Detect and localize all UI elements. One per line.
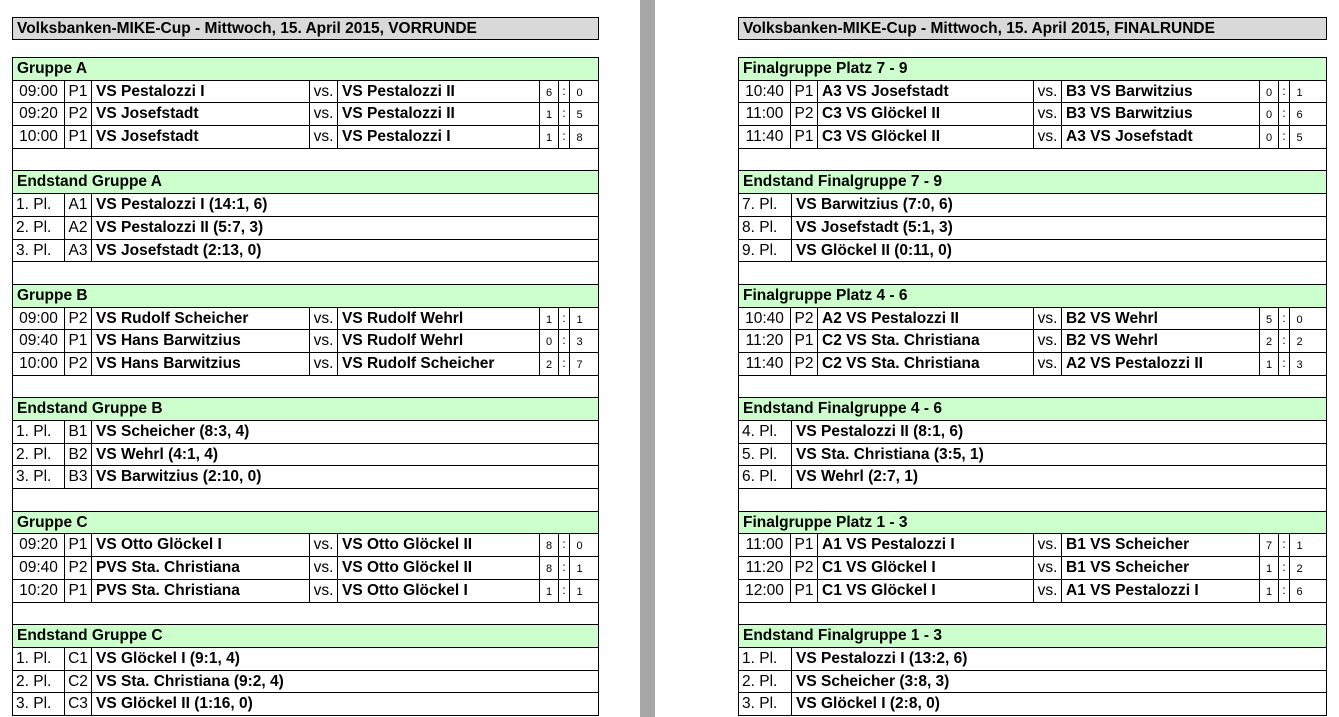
home-team: VS Pestalozzi I (92, 81, 310, 103)
score-separator: : (559, 557, 570, 579)
away-score: 8 (576, 132, 583, 145)
blank-row (739, 262, 1326, 285)
match-time: 10:40 (739, 308, 791, 330)
away-team: VS Otto Glöckel II (338, 557, 540, 579)
match-pitch: P2 (791, 353, 818, 375)
standing-row (13, 194, 598, 217)
away-team: B2 VS Wehrl (1062, 330, 1260, 352)
score-separator: : (559, 103, 570, 125)
score-separator: : (559, 353, 570, 375)
home-score: 0 (1260, 81, 1279, 103)
away-team: A1 VS Pestalozzi I (1062, 580, 1260, 602)
vs-label: vs. (1034, 81, 1062, 103)
standing-place: 9. Pl. (739, 240, 792, 262)
vs-label: vs. (310, 81, 338, 103)
home-team: VS Hans Barwitzius (92, 330, 310, 352)
vs-label: vs. (310, 353, 338, 375)
standing-place: 3. Pl. (13, 240, 65, 262)
match-row (13, 353, 598, 376)
match-pitch: P1 (65, 580, 92, 602)
vs-label: vs. (1034, 580, 1062, 602)
standing-place: 3. Pl. (739, 693, 792, 715)
home-score: 1 (1260, 580, 1279, 602)
standing-team: VS Barwitzius (2:10, 0) (96, 468, 262, 486)
home-score: 7 (1260, 534, 1279, 556)
away-team: VS Pestalozzi II (338, 81, 540, 103)
standing-team: VS Glöckel II (0:11, 0) (796, 241, 952, 259)
match-row (13, 126, 598, 149)
finalrunde-title: Volksbanken-MIKE-Cup - Mittwoch, 15. April 2015, FINALRUNDE (738, 17, 1327, 40)
blank-row (13, 262, 598, 285)
away-score: 1 (576, 313, 583, 326)
section-header: Endstand Gruppe A (13, 171, 598, 194)
away-score: 0 (576, 86, 583, 99)
vs-label: vs. (1034, 308, 1062, 330)
standing-place: 1. Pl. (739, 648, 792, 670)
match-pitch: P1 (65, 534, 92, 556)
away-team: VS Rudolf Wehrl (338, 308, 540, 330)
standing-team: VS Glöckel I (2:8, 0) (796, 695, 940, 713)
standing-team: VS Pestalozzi I (14:1, 6) (96, 196, 268, 214)
match-pitch: P1 (791, 330, 818, 352)
home-score: 2 (1260, 330, 1279, 352)
home-team: VS Josefstadt (92, 103, 310, 125)
match-pitch: P1 (791, 81, 818, 103)
match-pitch: P1 (65, 126, 92, 148)
standing-row (13, 240, 598, 263)
blank-row (739, 149, 1326, 172)
match-row (739, 580, 1326, 603)
standing-row (739, 421, 1326, 444)
match-time: 10:00 (13, 353, 65, 375)
vs-label: vs. (1034, 126, 1062, 148)
standing-place: 1. Pl. (13, 194, 65, 216)
match-time: 12:00 (739, 580, 791, 602)
section-header: Finalgruppe Platz 7 - 9 (739, 58, 1326, 81)
standing-team: VS Sta. Christiana (3:5, 1) (796, 445, 984, 463)
score-separator: : (1279, 308, 1290, 330)
standing-team: VS Wehrl (2:7, 1) (796, 468, 919, 486)
match-pitch: P2 (65, 103, 92, 125)
standing-place: 5. Pl. (739, 444, 792, 466)
standing-code: B2 (65, 444, 92, 466)
vorrunde-table (12, 57, 599, 716)
away-score: 1 (576, 585, 583, 598)
match-pitch: P1 (791, 126, 818, 148)
standing-place: 4. Pl. (739, 421, 792, 443)
match-pitch: P2 (791, 557, 818, 579)
away-team: VS Pestalozzi II (338, 103, 540, 125)
standing-row (13, 444, 598, 467)
away-team: A2 VS Pestalozzi II (1062, 353, 1260, 375)
standing-code: A2 (65, 217, 92, 239)
home-team: C1 VS Glöckel I (818, 580, 1034, 602)
standing-team: VS Glöckel II (1:16, 0) (96, 695, 253, 713)
match-row (13, 557, 598, 580)
standing-code: B3 (65, 466, 92, 488)
vs-label: vs. (1034, 353, 1062, 375)
vs-label: vs. (1034, 557, 1062, 579)
section-header: Endstand Finalgruppe 4 - 6 (739, 398, 1326, 421)
section-header: Endstand Gruppe C (13, 625, 598, 648)
section-header: Gruppe B (13, 285, 598, 308)
away-team: B2 VS Wehrl (1062, 308, 1260, 330)
match-time: 09:20 (13, 534, 65, 556)
section-header: Finalgruppe Platz 4 - 6 (739, 285, 1326, 308)
match-time: 09:00 (13, 81, 65, 103)
away-team: VS Otto Glöckel I (338, 580, 540, 602)
home-score: 0 (540, 330, 559, 352)
home-team: VS Rudolf Scheicher (92, 308, 310, 330)
standing-code: B1 (65, 421, 92, 443)
score-separator: : (559, 81, 570, 103)
standing-team: VS Scheicher (3:8, 3) (796, 672, 950, 690)
home-score: 0 (1260, 103, 1279, 125)
away-score: 3 (1296, 358, 1303, 371)
vs-label: vs. (310, 308, 338, 330)
away-score: 2 (1296, 336, 1303, 349)
match-row (13, 81, 598, 104)
home-team: VS Josefstadt (92, 126, 310, 148)
standing-row (13, 466, 598, 489)
home-score: 5 (1260, 308, 1279, 330)
away-score: 7 (576, 358, 583, 371)
match-row (739, 330, 1326, 353)
score-separator: : (1279, 126, 1290, 148)
standing-place: 2. Pl. (13, 217, 65, 239)
match-time: 09:40 (13, 330, 65, 352)
away-team: VS Pestalozzi I (338, 126, 540, 148)
home-score: 8 (540, 557, 559, 579)
away-score: 3 (576, 336, 583, 349)
standing-team: VS Josefstadt (5:1, 3) (796, 218, 953, 236)
home-team: C2 VS Sta. Christiana (818, 330, 1034, 352)
match-row (13, 103, 598, 126)
standing-code: C3 (65, 693, 92, 715)
home-team: PVS Sta. Christiana (92, 557, 310, 579)
section-header: Endstand Gruppe B (13, 398, 598, 421)
match-row (739, 308, 1326, 331)
home-score: 6 (540, 81, 559, 103)
standing-code: C1 (65, 648, 92, 670)
match-time: 11:20 (739, 557, 791, 579)
match-pitch: P1 (791, 534, 818, 556)
standing-row (739, 217, 1326, 240)
standing-row (739, 648, 1326, 671)
match-row (739, 126, 1326, 149)
away-team: B3 VS Barwitzius (1062, 81, 1260, 103)
blank-row (739, 489, 1326, 512)
home-score: 8 (540, 534, 559, 556)
finalrunde-table (738, 57, 1327, 716)
section-header: Endstand Finalgruppe 1 - 3 (739, 625, 1326, 648)
standing-row (13, 217, 598, 240)
match-time: 11:40 (739, 353, 791, 375)
vs-label: vs. (1034, 534, 1062, 556)
standing-team: VS Barwitzius (7:0, 6) (796, 196, 953, 214)
away-team: VS Rudolf Wehrl (338, 330, 540, 352)
score-separator: : (1279, 353, 1290, 375)
away-score: 0 (1296, 313, 1303, 326)
standing-place: 2. Pl. (13, 671, 65, 693)
vs-label: vs. (1034, 103, 1062, 125)
page-divider (640, 0, 655, 717)
match-row (13, 308, 598, 331)
match-row (739, 353, 1326, 376)
match-pitch: P2 (65, 308, 92, 330)
standing-row (739, 240, 1326, 263)
section-header: Endstand Finalgruppe 7 - 9 (739, 171, 1326, 194)
score-separator: : (1279, 330, 1290, 352)
home-team: C3 VS Glöckel II (818, 103, 1034, 125)
away-score: 1 (1296, 86, 1303, 99)
match-row (739, 103, 1326, 126)
away-team: A3 VS Josefstadt (1062, 126, 1260, 148)
match-pitch: P2 (65, 557, 92, 579)
standing-team: VS Sta. Christiana (9:2, 4) (96, 672, 284, 690)
match-time: 09:20 (13, 103, 65, 125)
standing-row (739, 194, 1326, 217)
match-time: 11:40 (739, 126, 791, 148)
score-separator: : (1279, 81, 1290, 103)
standing-team: VS Scheicher (8:3, 4) (96, 423, 250, 440)
score-separator: : (559, 126, 570, 148)
home-score: 1 (540, 580, 559, 602)
score-separator: : (559, 580, 570, 602)
vorrunde-title: Volksbanken-MIKE-Cup - Mittwoch, 15. April 2015, VORRUNDE (12, 17, 599, 40)
blank-row (13, 149, 598, 172)
blank-row (13, 603, 598, 626)
match-time: 10:00 (13, 126, 65, 148)
away-score: 1 (1296, 540, 1303, 553)
away-team: VS Rudolf Scheicher (338, 353, 540, 375)
match-pitch: P1 (65, 330, 92, 352)
vs-label: vs. (310, 330, 338, 352)
match-time: 11:00 (739, 534, 791, 556)
match-row (13, 534, 598, 557)
away-score: 5 (576, 109, 583, 122)
away-score: 1 (576, 563, 583, 576)
score-separator: : (559, 308, 570, 330)
standing-team: VS Josefstadt (2:13, 0) (96, 241, 262, 259)
standing-row (739, 671, 1326, 694)
home-score: 1 (1260, 557, 1279, 579)
away-score: 6 (1296, 109, 1303, 122)
away-score: 2 (1296, 563, 1303, 576)
vs-label: vs. (310, 557, 338, 579)
home-team: VS Otto Glöckel I (92, 534, 310, 556)
match-pitch: P1 (65, 81, 92, 103)
match-row (13, 580, 598, 603)
home-team: A2 VS Pestalozzi II (818, 308, 1034, 330)
standing-row (739, 444, 1326, 467)
match-time: 09:40 (13, 557, 65, 579)
score-separator: : (1279, 580, 1290, 602)
standing-place: 2. Pl. (739, 671, 792, 693)
standing-team: VS Pestalozzi I (13:2, 6) (796, 649, 968, 667)
home-team: A1 VS Pestalozzi I (818, 534, 1034, 556)
standing-place: 1. Pl. (13, 421, 65, 443)
home-score: 1 (540, 126, 559, 148)
standing-place: 3. Pl. (13, 466, 65, 488)
match-row (739, 81, 1326, 104)
standing-team: VS Pestalozzi II (5:7, 3) (96, 218, 264, 236)
score-separator: : (559, 534, 570, 556)
section-header: Gruppe C (13, 512, 598, 535)
score-separator: : (1279, 557, 1290, 579)
standing-code: A3 (65, 240, 92, 262)
standing-row (13, 671, 598, 694)
standing-row (13, 648, 598, 671)
standing-team: VS Glöckel I (9:1, 4) (96, 649, 240, 667)
score-separator: : (1279, 103, 1290, 125)
home-score: 0 (1260, 126, 1279, 148)
match-row (13, 330, 598, 353)
match-pitch: P2 (65, 353, 92, 375)
home-team: C1 VS Glöckel I (818, 557, 1034, 579)
home-team: C2 VS Sta. Christiana (818, 353, 1034, 375)
home-team: PVS Sta. Christiana (92, 580, 310, 602)
away-team: VS Otto Glöckel II (338, 534, 540, 556)
home-score: 1 (540, 308, 559, 330)
section-header: Finalgruppe Platz 1 - 3 (739, 512, 1326, 535)
home-score: 1 (540, 103, 559, 125)
match-time: 11:00 (739, 103, 791, 125)
vs-label: vs. (310, 534, 338, 556)
match-pitch: P2 (791, 308, 818, 330)
standing-row (739, 693, 1326, 716)
standing-place: 1. Pl. (13, 648, 65, 670)
home-score: 1 (1260, 353, 1279, 375)
section-header: Gruppe A (13, 58, 598, 81)
blank-row (739, 376, 1326, 399)
away-team: B1 VS Scheicher (1062, 534, 1260, 556)
standing-place: 7. Pl. (739, 194, 792, 216)
standing-team: VS Wehrl (4:1, 4) (96, 445, 219, 463)
standing-row (13, 693, 598, 716)
standing-place: 2. Pl. (13, 444, 65, 466)
match-pitch: P1 (791, 580, 818, 602)
match-row (739, 557, 1326, 580)
away-team: B3 VS Barwitzius (1062, 103, 1260, 125)
away-team: B1 VS Scheicher (1062, 557, 1260, 579)
standing-row (739, 466, 1326, 489)
blank-row (739, 603, 1326, 626)
standing-code: C2 (65, 671, 92, 693)
vs-label: vs. (310, 580, 338, 602)
vs-label: vs. (310, 126, 338, 148)
standing-row (13, 421, 598, 444)
match-row (739, 534, 1326, 557)
blank-row (13, 489, 598, 512)
match-time: 10:40 (739, 81, 791, 103)
away-score: 5 (1296, 132, 1303, 145)
score-separator: : (1279, 534, 1290, 556)
vs-label: vs. (1034, 330, 1062, 352)
vs-label: vs. (310, 103, 338, 125)
home-team: A3 VS Josefstadt (818, 81, 1034, 103)
standing-team: VS Pestalozzi II (8:1, 6) (796, 423, 964, 440)
standing-place: 3. Pl. (13, 693, 65, 715)
home-team: VS Hans Barwitzius (92, 353, 310, 375)
away-score: 6 (1296, 585, 1303, 598)
match-time: 09:00 (13, 308, 65, 330)
standing-place: 8. Pl. (739, 217, 792, 239)
home-team: C3 VS Glöckel II (818, 126, 1034, 148)
score-separator: : (559, 330, 570, 352)
home-score: 2 (540, 353, 559, 375)
blank-row (13, 376, 598, 399)
standing-place: 6. Pl. (739, 466, 792, 488)
away-score: 0 (576, 540, 583, 553)
match-time: 10:20 (13, 580, 65, 602)
standing-code: A1 (65, 194, 92, 216)
match-time: 11:20 (739, 330, 791, 352)
match-pitch: P2 (791, 103, 818, 125)
